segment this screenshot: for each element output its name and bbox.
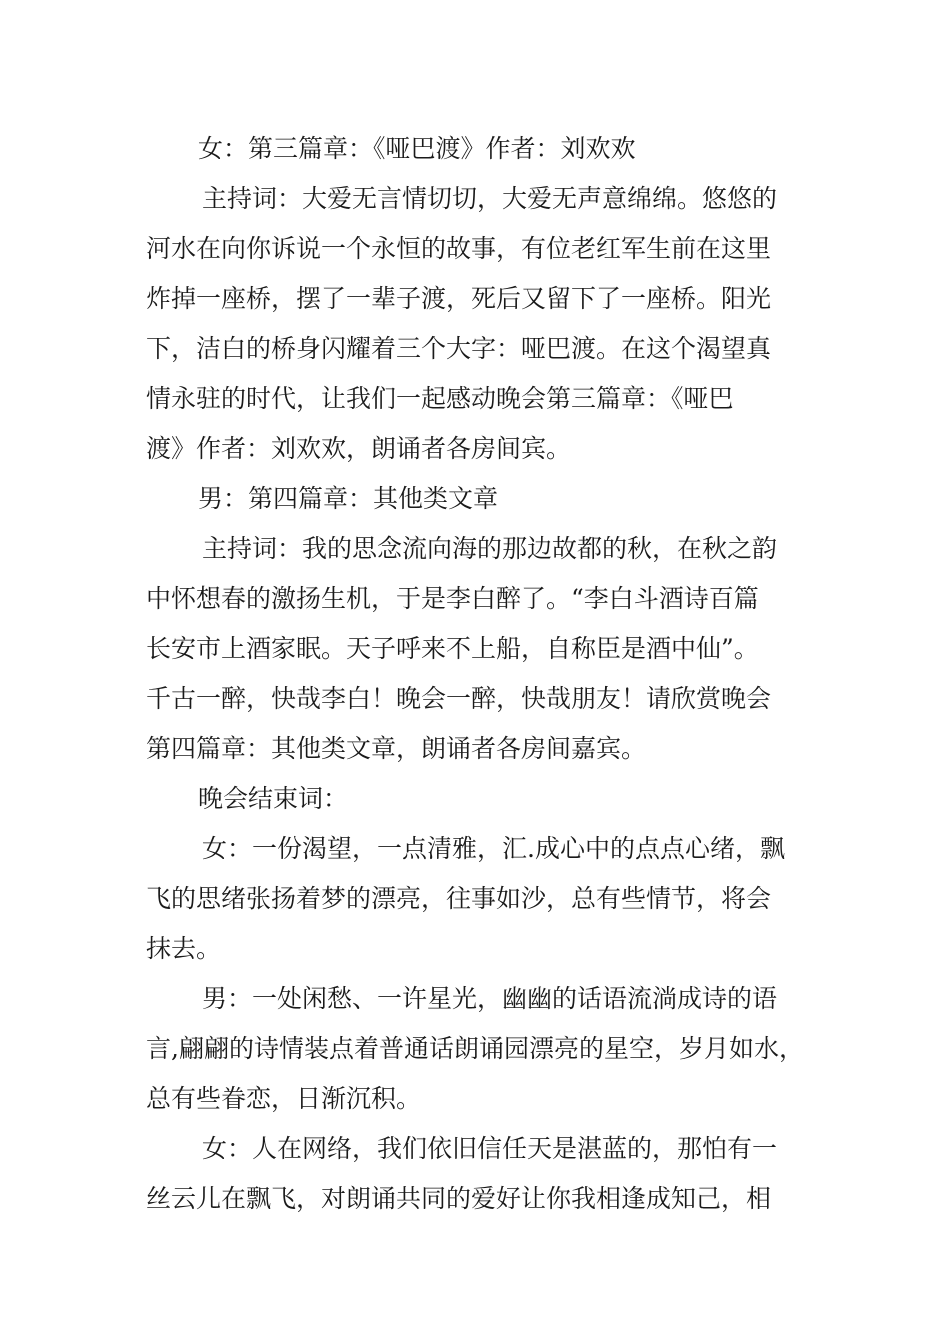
document-body <box>146 124 810 1224</box>
text-line: 主持词：我的思念流向海的那边故都的秋，在秋之韵 <box>202 534 778 563</box>
text-line: 主持词：大爱无言情切切，大爱无声意绵绵。悠悠的 <box>202 184 778 213</box>
text-line: 女：第三篇章：《哑巴渡》作者：刘欢欢 <box>198 134 636 163</box>
text-line: 中怀想春的激扬生机，于是李白醉了。“李白斗酒诗百篇 <box>146 584 759 613</box>
text-line: 渡》作者：刘欢欢，朗诵者各房间宾。 <box>146 434 572 463</box>
paragraph-closing-female-1 <box>146 824 810 974</box>
text-line: 千古一醉，快哉李白！晚会一醉，快哉朋友！请欣赏晚会 <box>146 684 772 713</box>
paragraph-closing-male <box>146 974 810 1124</box>
text-line: 总有些眷恋，日渐沉积。 <box>146 1084 422 1113</box>
text-line: 男：一处闲愁、一许星光，幽幽的话语流淌成诗的语 <box>202 984 778 1013</box>
paragraph-chapter-three-heading <box>146 124 810 174</box>
text-line: 飞的思绪张扬着梦的漂亮，往事如沙，总有些情节，将会 <box>146 884 772 913</box>
text-line: 河水在向你诉说一个永恒的故事，有位老红军生前在这里 <box>146 234 772 263</box>
paragraph-chapter-four-heading <box>146 474 810 524</box>
text-line: 女：一份渴望，一点清雅，汇.成心中的点点心绪，飘 <box>202 834 785 863</box>
paragraph-closing-heading <box>146 774 810 824</box>
text-line: 晚会结束词： <box>198 784 349 813</box>
text-line: 丝云儿在飘飞，对朗诵共同的爱好让你我相逢成知己，相 <box>146 1184 772 1213</box>
text-line: 第四篇章：其他类文章，朗诵者各房间嘉宾。 <box>146 734 647 763</box>
paragraph-chapter-four-host-words <box>146 524 810 774</box>
paragraph-chapter-three-host-words <box>146 174 810 474</box>
text-line: 抹去。 <box>146 934 222 963</box>
text-line: 男：第四篇章：其他类文章 <box>198 484 499 513</box>
text-line: 炸掉一座桥，摆了一辈子渡，死后又留下了一座桥。阳光 <box>146 284 772 313</box>
text-line: 言,翩翩的诗情装点着普通话朗诵园漂亮的星空，岁月如水， <box>146 1034 804 1063</box>
paragraph-closing-female-2 <box>146 1124 810 1224</box>
text-line: 女：人在网络，我们依旧信任天是湛蓝的，那怕有一 <box>202 1134 778 1163</box>
text-line: 下，洁白的桥身闪耀着三个大字：哑巴渡。在这个渴望真 <box>146 334 772 363</box>
text-line: 长安市上酒家眠。天子呼来不上船，自称臣是酒中仙”。 <box>146 634 759 663</box>
text-line: 情永驻的时代，让我们一起感动晚会第三篇章：《哑巴 <box>146 384 734 413</box>
